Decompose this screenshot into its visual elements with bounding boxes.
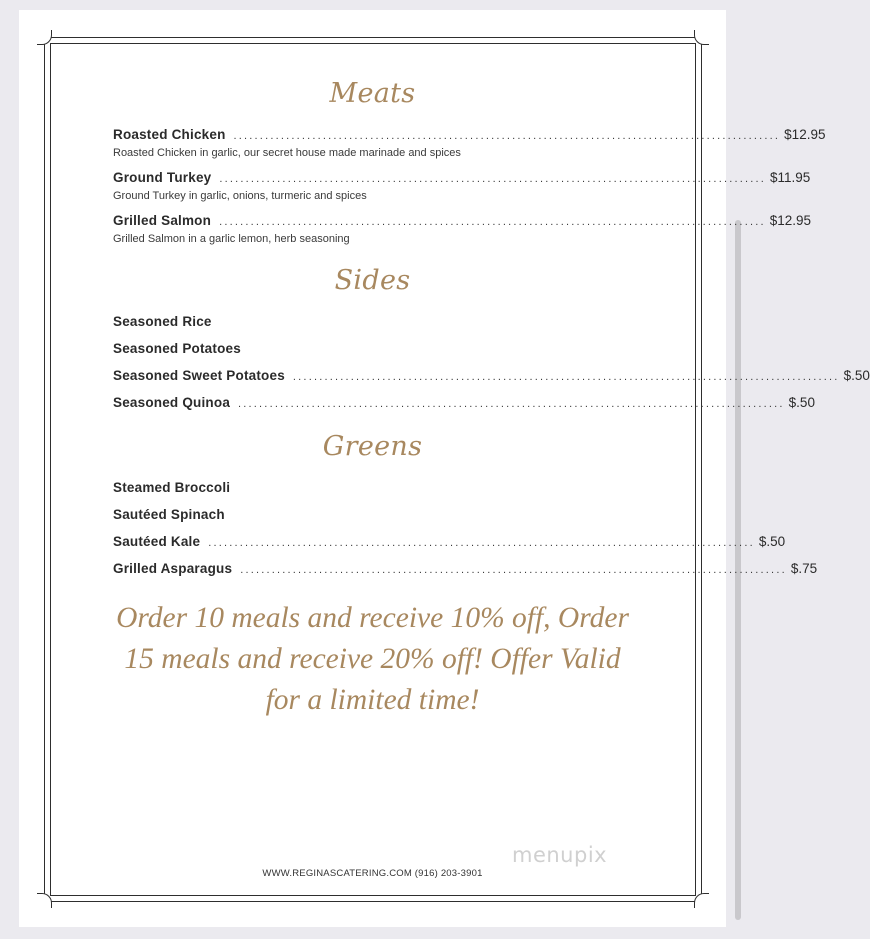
item-description: Roasted Chicken in garlic, our secret house made marinade and spices: [113, 147, 461, 159]
menu-item: [113, 213, 812, 228]
promo-text: [79, 598, 666, 721]
item-name: Roasted Chicken: [113, 127, 226, 142]
dot-leader: ........................................................................................................: [219, 173, 766, 185]
dot-leader: ........................................................................................................: [238, 398, 785, 410]
menu-item: [113, 507, 643, 522]
section-title-sides: Sides: [334, 265, 411, 296]
footer-contact: WWW.REGINASCATERING.COM (916) 203-3901: [262, 868, 483, 879]
menu-item: [113, 395, 815, 410]
item-name: Steamed Broccoli: [113, 480, 231, 495]
item-name: Sautéed Kale: [113, 534, 201, 549]
item-price: $.75: [790, 561, 818, 576]
item-name: Grilled Salmon: [113, 213, 212, 228]
section-title-greens: Greens: [322, 431, 423, 462]
dot-leader: ........................................................................................................: [240, 564, 787, 576]
item-price: $.50: [788, 395, 815, 410]
dot-leader: ........................................................................................................: [219, 216, 766, 228]
promo-line-1: Order 10 meals and receive 10% off, Order: [116, 602, 629, 634]
watermark-logo: menupix: [512, 843, 608, 867]
item-description: Grilled Salmon in a garlic lemon, herb seasoning: [113, 233, 350, 245]
item-name: Seasoned Sweet Potatoes: [113, 368, 285, 383]
menu-item: [113, 368, 870, 383]
item-price: $12.95: [784, 127, 826, 142]
promo-line-3: for a limited time!: [265, 684, 480, 716]
menu-page: [19, 10, 870, 927]
menu-item: [113, 480, 643, 495]
section-title-meats: Meats: [329, 78, 416, 109]
item-name: Ground Turkey: [113, 170, 212, 185]
item-description: Ground Turkey in garlic, onions, turmeric and spices: [113, 190, 367, 202]
item-price: $.50: [758, 534, 786, 549]
item-price: $11.95: [770, 170, 811, 185]
item-price: $.50: [843, 368, 870, 383]
menu-item: [113, 341, 643, 356]
corner-ornament-bottom-right: [694, 893, 709, 908]
item-price: $12.95: [769, 213, 812, 228]
menu-item: [113, 534, 786, 549]
dot-leader: ........................................................................................................: [208, 537, 755, 549]
menu-item: [113, 170, 811, 185]
item-name: Grilled Asparagus: [113, 561, 233, 576]
promo-line-2: 15 meals and receive 20% off! Offer Valid: [124, 643, 621, 675]
item-name: Seasoned Quinoa: [113, 395, 231, 410]
item-name: Seasoned Potatoes: [113, 341, 241, 356]
item-name: Sautéed Spinach: [113, 507, 225, 522]
menu-item: [113, 561, 818, 576]
item-name: Seasoned Rice: [113, 314, 212, 329]
menu-item: [113, 314, 643, 329]
dot-leader: ........................................................................................................: [292, 371, 840, 383]
menu-item: [113, 127, 826, 142]
dot-leader: ........................................................................................................: [233, 130, 781, 142]
